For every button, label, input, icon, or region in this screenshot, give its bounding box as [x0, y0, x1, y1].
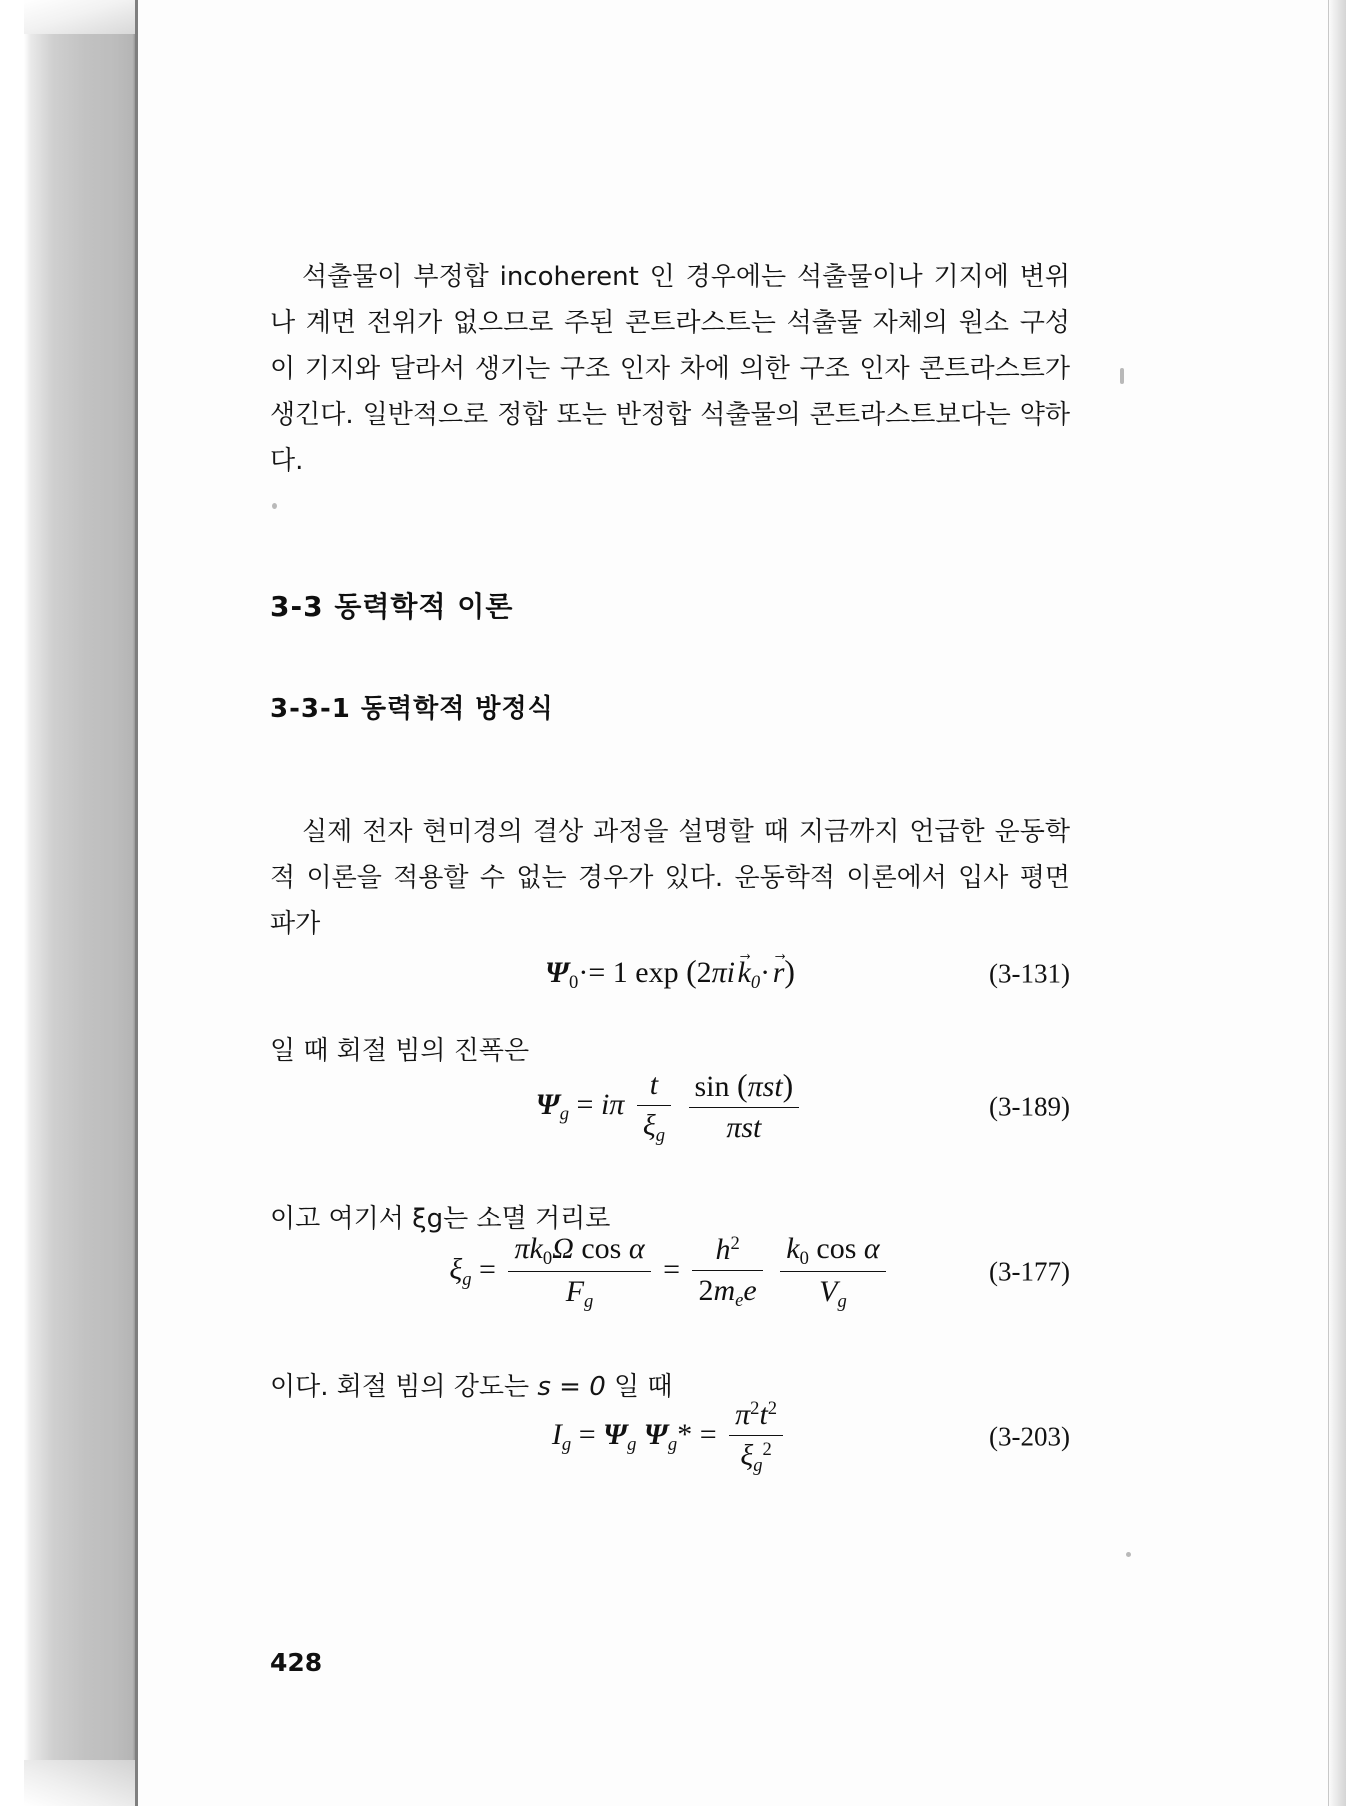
- equation-3-131-number: (3-131): [989, 958, 1070, 989]
- equation-3-177-number: (3-177): [989, 1256, 1070, 1287]
- equation-3-177-body: $\xi_g$ = $\frac{\text{πk0Ω cos α}}{F_g}$ = $\frac{h^2}{2m_ee}$ $\frac{\text{k0 cos α}}{V_g}$: [449, 1232, 890, 1313]
- equation-3-203-body: $I_g = \Psi_g$ $\Psi_g*$ = $\frac{\pi^2t^2}{\xi_g^2}$: [552, 1398, 788, 1476]
- equation-3-189: [270, 1068, 1070, 1146]
- paragraph-incoherent-precipitate: 석출물이 부정합 incoherent 인 경우에는 석출물이나 기지에 변위나 계면 전위가 없으므로 주된 콘트라스트는 석출물 자체의 원소 구성이 기지와 달라서 생기는 구조 인자 차에 의한 구조 인자 콘트라스트가 생긴다. 일반적으로 정합 또는 반정합 석출물의 콘트라스트보다는 약하다.: [270, 262, 1070, 476]
- paragraph-kinematic-theory: 실제 전자 현미경의 결상 과정을 설명할 때 지금까지 언급한 운동학적 이론을 적용할 수 없는 경우가 있다. 운동학적 이론에서 입사 평면 파가: [270, 817, 1070, 939]
- inline-math-s-equals-zero: s = 0: [537, 1372, 606, 1402]
- heading-section-3-3: 3-3 동력학적 이론: [270, 590, 514, 623]
- paragraph-diffracted-amplitude: 일 때 회절 빔의 진폭은: [270, 1036, 530, 1066]
- equation-3-131: [270, 942, 1070, 1006]
- paragraph-diffracted-intensity-part-a: 이다. 회절 빔의 강도는: [270, 1372, 538, 1402]
- spine-bevel-bottom: [24, 1760, 136, 1806]
- page-border-rule: [1328, 0, 1329, 1806]
- heading-subsection-3-3-1: 3-3-1 동력학적 방정식: [270, 694, 554, 724]
- scan-speck: [1120, 368, 1124, 384]
- scan-speck: [1126, 1552, 1131, 1557]
- equation-3-189-number: (3-189): [989, 1091, 1070, 1122]
- spine-edge-line: [135, 0, 138, 1806]
- paragraph-diffracted-intensity-part-b: 일 때: [605, 1372, 673, 1402]
- page-number: 428: [270, 1648, 323, 1677]
- equation-3-177: [270, 1232, 1070, 1313]
- paragraph-extinction-distance: 이고 여기서 ξg는 소멸 거리로: [270, 1204, 611, 1234]
- equation-3-203-number: (3-203): [989, 1421, 1070, 1452]
- equation-3-189-body: $\Psi_g = i\pi$ $\frac{t}{\xi_g}$ $\frac{\text{sin (πst)}}{\text{πst}}$: [536, 1068, 805, 1146]
- spine-bevel-top: [24, 0, 136, 34]
- equation-3-203: [270, 1398, 1070, 1476]
- right-page-edge-shadow: [1328, 0, 1346, 1806]
- book-spine-shadow: [24, 0, 136, 1806]
- equation-3-131-body: Ψ0·= 1 exp (2πi $k \to_0\cdot$ r →): [545, 954, 795, 994]
